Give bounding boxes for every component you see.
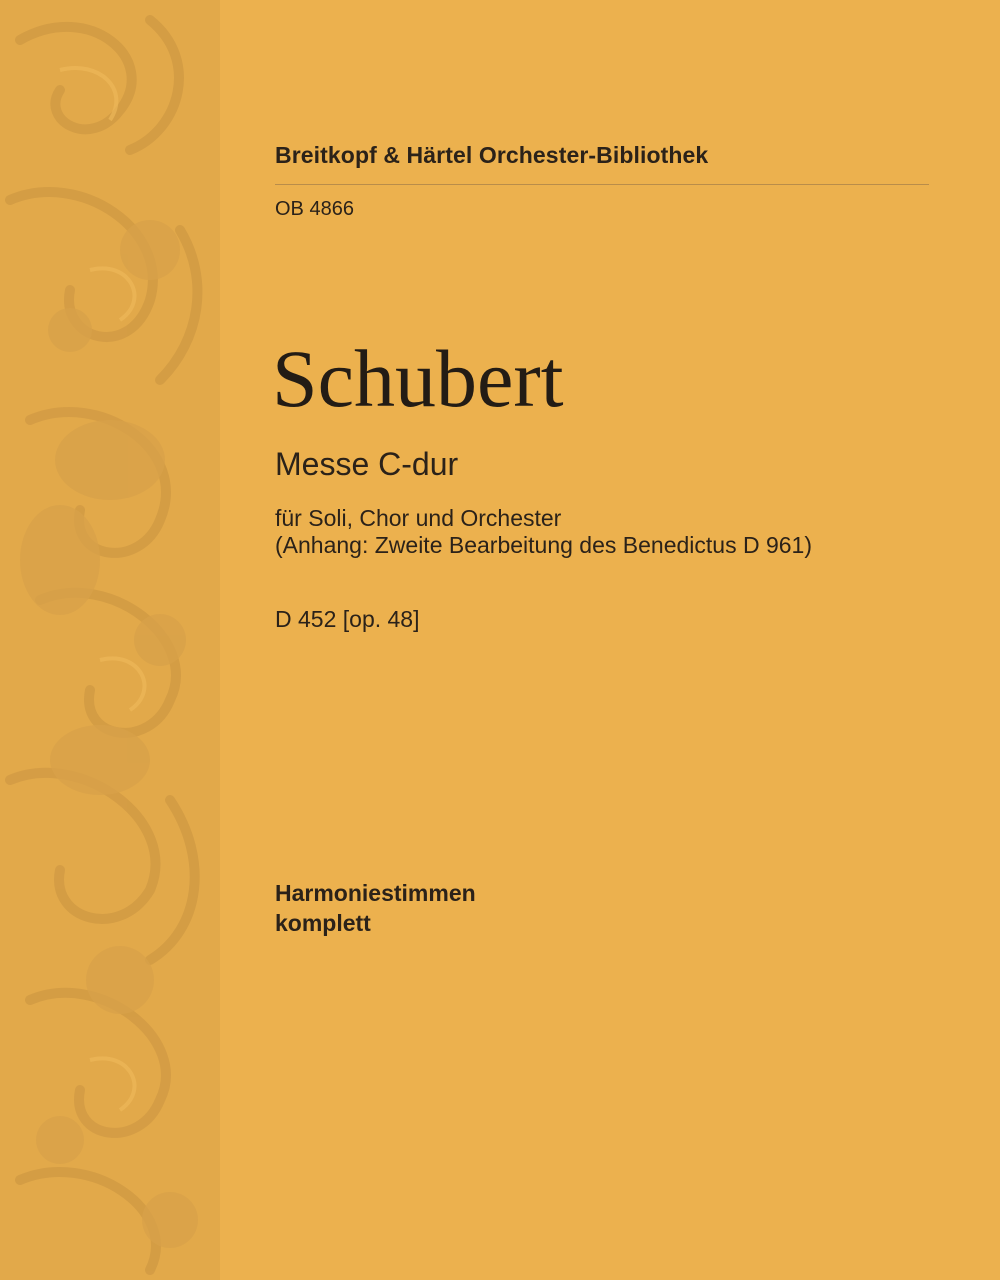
catalog-number: OB 4866 — [275, 198, 354, 220]
header-divider — [275, 184, 929, 185]
scoring-description — [275, 505, 812, 559]
edition-line-1: Harmoniestimmen — [275, 880, 476, 906]
work-title: Messe C-dur — [275, 446, 459, 482]
baroque-ornament-icon — [0, 0, 220, 1280]
work-catalog-number: D 452 [op. 48] — [275, 606, 420, 632]
edition-description — [275, 878, 476, 938]
baroque-ornament-strip — [0, 0, 220, 1280]
composer-name: Schubert — [272, 333, 564, 424]
edition-line-2: komplett — [275, 910, 371, 936]
scoring-line-1: für Soli, Chor und Orchester — [275, 505, 562, 531]
series-title: Breitkopf & Härtel Orchester-Bibliothek — [275, 142, 709, 168]
scoring-line-2: (Anhang: Zweite Bearbeitung des Benedictus D 961) — [275, 532, 812, 558]
